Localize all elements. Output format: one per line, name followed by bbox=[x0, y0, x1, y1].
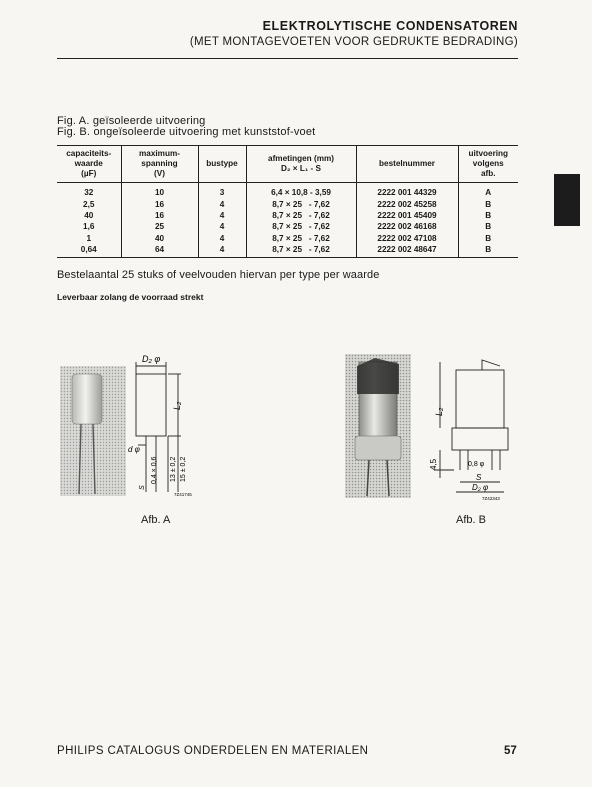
table-header-row bbox=[57, 146, 518, 183]
drawing-b-s-label: S bbox=[476, 473, 482, 482]
table-row: 40 16 4 8,7 × 25 - 7,62 2222 001 45409 B bbox=[57, 210, 518, 221]
availability-note: Leverbaar zolang de voorraad strekt bbox=[57, 292, 204, 302]
page-number: 57 bbox=[504, 745, 517, 757]
table-row: 1 40 4 8,7 × 25 - 7,62 2222 002 47108 B bbox=[57, 233, 518, 244]
drawing-a-length1-label: 13 ± 0,2 bbox=[170, 456, 177, 482]
table-row: 0,64 64 4 8,7 × 25 - 7,62 2222 002 48647 B bbox=[57, 244, 518, 258]
header-voltage: maximum- spanning (V) bbox=[121, 146, 198, 183]
drawing-a-wire-label: 0,4 × 0,6 bbox=[151, 456, 158, 484]
table-row: 32 10 3 6,4 × 10,8 - 3,59 2222 001 44329 A bbox=[57, 183, 518, 199]
header-bustype: bustype bbox=[198, 146, 246, 183]
drawing-b-height-label: 4,5 bbox=[429, 458, 438, 470]
drawing-b-l2-label: L₂ bbox=[434, 407, 444, 416]
header-rule bbox=[57, 58, 518, 59]
drawing-a-s-label: S bbox=[139, 485, 146, 490]
caption-afb-b: Afb. B bbox=[456, 514, 486, 526]
drawing-a-d2-label: D₂ φ bbox=[142, 354, 161, 364]
drawing-a-code: 7Z41745 bbox=[174, 492, 192, 497]
page-subtitle: (MET MONTAGEVOETEN VOOR GEDRUKTE BEDRADING) bbox=[189, 36, 518, 48]
caption-afb-a: Afb. A bbox=[141, 514, 171, 526]
photo-capacitor-b bbox=[345, 354, 411, 498]
spec-table bbox=[57, 145, 518, 258]
header-order-number: bestelnummer bbox=[356, 146, 458, 183]
drawing-a-d-label: d φ bbox=[128, 445, 140, 454]
dimension-drawing-b bbox=[420, 352, 520, 502]
drawing-a-l2-label: L₂ bbox=[172, 401, 182, 410]
footer-catalog-title: PHILIPS CATALOGUS ONDERDELEN EN MATERIALEN bbox=[57, 745, 369, 757]
figure-a-description: Fig. A. geïsoleerde uitvoering bbox=[57, 115, 206, 127]
drawing-b-code: 7Z42343 bbox=[482, 496, 500, 501]
header-capacitance: capaciteits- waarde (µF) bbox=[57, 146, 121, 183]
order-quantity-note: Bestelaantal 25 stuks of veelvouden hiervan per type per waarde bbox=[57, 269, 380, 281]
table-row: 1,6 25 4 8,7 × 25 - 7,62 2222 002 46168 B bbox=[57, 221, 518, 232]
drawing-a-length2-label: 15 ± 0,2 bbox=[180, 456, 187, 482]
photo-capacitor-a bbox=[60, 366, 126, 496]
header-dimensions: afmetingen (mm) D₂ × L₁ - S bbox=[246, 146, 356, 183]
table-row: 2,5 16 4 8,7 × 25 - 7,62 2222 002 45258 B bbox=[57, 198, 518, 209]
page-title: ELEKTROLYTISCHE CONDENSATOREN bbox=[262, 19, 518, 33]
dimension-drawing-a bbox=[128, 352, 208, 500]
figure-b-description: Fig. B. ongeïsoleerde uitvoering met kunststof-voet bbox=[57, 126, 316, 138]
drawing-b-pin-label: 0,8 φ bbox=[468, 461, 485, 468]
section-tab-marker bbox=[554, 174, 580, 226]
drawing-b-d2-label: D₂ φ bbox=[472, 483, 489, 492]
header-variant: uitvoering volgens afb. bbox=[458, 146, 518, 183]
